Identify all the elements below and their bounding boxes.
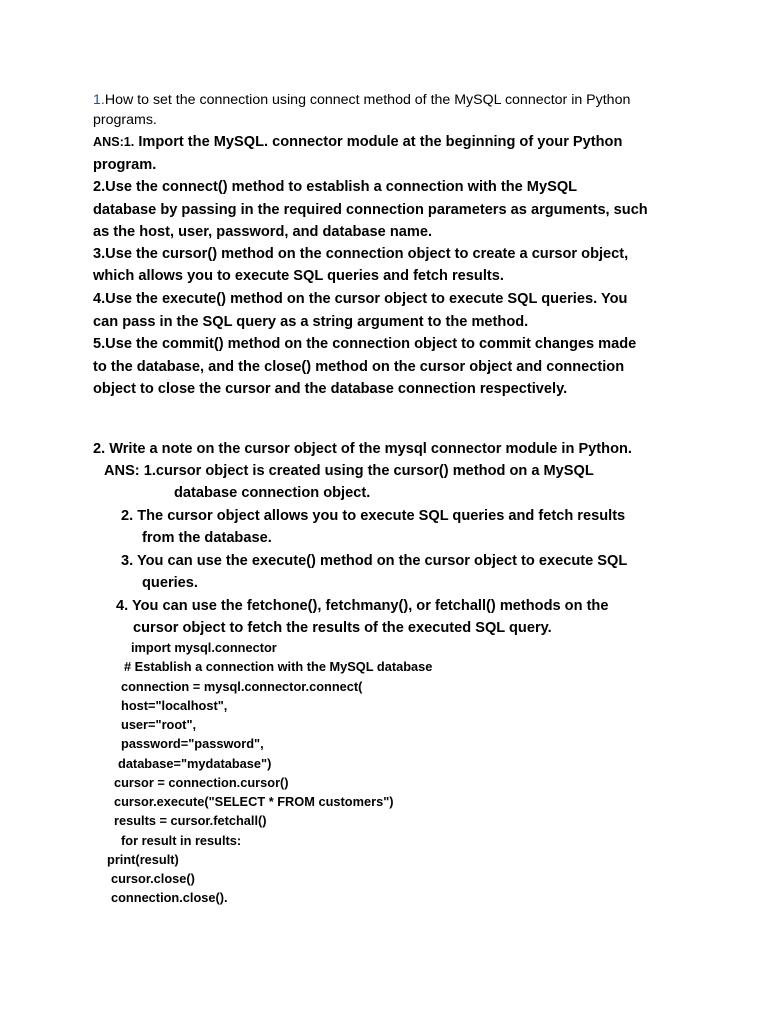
code-line-1: import mysql.connector xyxy=(131,640,277,655)
q1-answer-line-12: object to close the cursor and the database connection respectively. xyxy=(93,381,568,397)
q1-question-line-1 xyxy=(93,89,630,111)
code-line-14: connection.close(). xyxy=(111,890,228,905)
q2-answer-line-4: from the database. xyxy=(142,530,272,546)
code-line-5: user="root", xyxy=(121,717,197,732)
q1-answer-line-1 xyxy=(93,131,622,153)
code-line-9: cursor.execute("SELECT * FROM customers") xyxy=(114,794,394,809)
q2-answer-line-5: 3. You can use the execute() method on the cursor object to execute SQL xyxy=(121,553,628,569)
q1-answer-line-6: 3.Use the cursor() method on the connection object to create a cursor object, xyxy=(93,246,629,262)
q2-answer-line-2: database connection object. xyxy=(174,485,371,501)
code-line-11: for result in results: xyxy=(121,833,242,848)
q1-number: 1. xyxy=(93,92,105,108)
q1-answer-line-3: 2.Use the connect() method to establish a connection with the MySQL xyxy=(93,179,578,195)
q1-answer-line-4: database by passing in the required connection parameters as arguments, such xyxy=(93,202,648,218)
q2-answer-line-3: 2. The cursor object allows you to execute SQL queries and fetch results xyxy=(121,508,626,524)
q1-answer-line-11: to the database, and the close() method on the cursor object and connection xyxy=(93,359,625,375)
code-line-6: password="password", xyxy=(121,736,264,751)
code-line-7: database="mydatabase") xyxy=(118,756,272,771)
code-line-4: host="localhost", xyxy=(121,698,228,713)
q1-answer-line-2: program. xyxy=(93,157,157,173)
q1-ans-label: ANS:1. xyxy=(93,135,135,149)
q1-question-text: How to set the connection using connect method of the MySQL connector in Python xyxy=(104,92,631,108)
q2-answer-line-8: cursor object to fetch the results of the executed SQL query. xyxy=(133,620,552,636)
code-line-3: connection = mysql.connector.connect( xyxy=(121,679,363,694)
q1-answer-line-8: 4.Use the execute() method on the cursor object to execute SQL queries. You xyxy=(93,291,628,307)
q1-answer-line-10: 5.Use the commit() method on the connection object to commit changes made xyxy=(93,336,637,352)
code-line-2: # Establish a connection with the MySQL database xyxy=(124,659,433,674)
q1-answer-line-7: which allows you to execute SQL queries and fetch results. xyxy=(93,268,504,284)
q1-question-line-2: programs. xyxy=(93,112,157,128)
q1-answer-line-9: can pass in the SQL query as a string argument to the method. xyxy=(93,314,529,330)
q1-answer-text: Import the MySQL. connector module at the beginning of your Python xyxy=(134,134,623,150)
q2-answer-line-1: ANS: 1.cursor object is created using the cursor() method on a MySQL xyxy=(104,463,594,479)
q2-question: 2. Write a note on the cursor object of the mysql connector module in Python. xyxy=(93,441,632,457)
q2-answer-line-7: 4. You can use the fetchone(), fetchmany(), or fetchall() methods on the xyxy=(116,598,609,614)
code-line-8: cursor = connection.cursor() xyxy=(114,775,289,790)
code-line-10: results = cursor.fetchall() xyxy=(114,813,267,828)
code-line-13: cursor.close() xyxy=(111,871,195,886)
code-line-12: print(result) xyxy=(107,852,179,867)
q1-answer-line-5: as the host, user, password, and database name. xyxy=(93,224,433,240)
q2-answer-line-6: queries. xyxy=(142,575,198,591)
